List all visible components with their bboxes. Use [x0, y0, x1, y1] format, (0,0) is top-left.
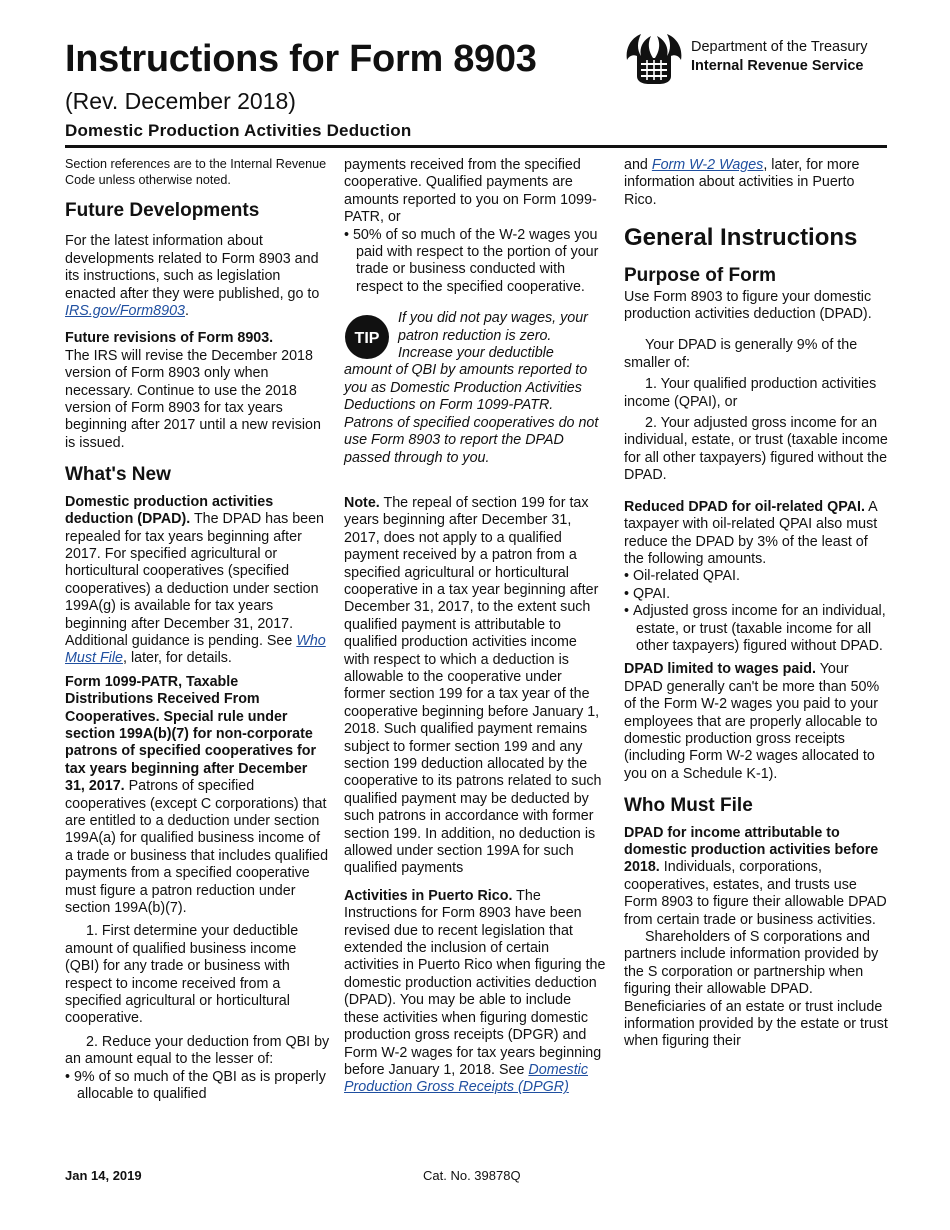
future-developments-text: For the latest information about developments related to Form 8903 and its instructions, such as legislation enacted after they were published, go to IRS.gov/Form8903.: [65, 233, 320, 320]
purpose-of-form-heading: Purpose of Form: [624, 265, 777, 287]
purpose-text: Use Form 8903 to figure your domestic production activities deduction (DPAD).: [624, 288, 872, 323]
footer-date: Jan 14, 2019: [65, 1168, 142, 1183]
bullet-agi: • Adjusted gross income for an individual, estate, or trust (taxable income for all other taxpayers) figured without DPAD.: [624, 603, 886, 654]
wages-limit-paragraph: DPAD limited to wages paid. Your DPAD generally can't be more than 50% of the Form W-2 wages you paid to your employees that are properly allocable to domestic production gross receipts (including Form W-2 wages allocated to you on a Schedule K-1).: [624, 661, 880, 782]
who-must-file-heading: Who Must File: [624, 795, 753, 817]
bullet-w2-wages: • 50% of so much of the W-2 wages you paid with respect to the portion of your trade or business conducted with respect to the specified cooperative.: [344, 226, 599, 295]
agency-name: Internal Revenue Service: [691, 58, 864, 74]
revision-date: (Rev. December 2018): [65, 88, 296, 114]
tip-label: TIP: [354, 330, 380, 348]
form-1099-patr-paragraph: Form 1099-PATR, Taxable Distributions Received From Cooperatives. Special rule under section 199A(b)(7) for non-corporate patrons of specified cooperatives for tax years beginning after December 31, 2017. Patrons of specified cooperatives (except C corporations) that are entitled to a deduction under section 199A(a) for qualified business income of a trade or business that includes qualified payments from a specified cooperative must figure a patron reduction under section 199A(b)(7).: [65, 673, 329, 917]
bullet-qpai: • QPAI.: [624, 585, 671, 602]
bullet-icon: •: [624, 585, 633, 602]
bullet-icon: •: [624, 568, 633, 585]
general-instructions-heading: General Instructions: [624, 224, 858, 252]
item-1-qpai: 1. Your qualified production activities income (QPAI), or: [624, 376, 877, 410]
column-1: [65, 157, 330, 1104]
w2-wages-continuation: and Form W-2 Wages, later, for more information about activities in Puerto Rico.: [624, 157, 860, 208]
bullet-icon: •: [624, 603, 633, 620]
whats-new-heading: What's New: [65, 464, 171, 486]
dpad-paragraph: Domestic production activities deduction (DPAD). The DPAD has been repealed for tax years beginning after 2017. For specified agricultural or horticultural cooperatives (specified cooperatives) a deduction under section 199A(g) is available for tax years beginning after December 31, 2017. Additional guidance is pending. See Who Must File, later, for details.: [65, 493, 326, 667]
bullet-icon: •: [65, 1068, 74, 1085]
bullet-oil-qpai: • Oil-related QPAI.: [624, 568, 740, 585]
tip-text-rest: amount of QBI by amounts reported to you as Domestic Production Activities Deductions on Form 1099-PATR. Patrons of specified cooperatives do not use Form 8903 to report the DPAD passed through to you.: [344, 362, 599, 466]
oil-related-paragraph: Reduced DPAD for oil-related QPAI. A taxpayer with oil-related QPAI also must reduce the DPAD by 3% of the least of the following amounts.: [624, 498, 878, 567]
irs-eagle-icon: [623, 30, 685, 86]
item-2-agi: 2. Your adjusted gross income for an individual, estate, or trust (taxable income for all other taxpayers) figured without the DPAD.: [624, 415, 888, 484]
step-1: 1. First determine your deductible amount of qualified business income (QBI) for any trade or business with respect to income received from a specified agricultural or horticultural cooperative.: [65, 923, 299, 1027]
form-subtitle: Domestic Production Activities Deduction: [65, 121, 412, 140]
department-block: [691, 38, 868, 76]
dpad-generally-text: Your DPAD is generally 9% of the smaller of:: [624, 337, 858, 371]
irs-form8903-link[interactable]: IRS.gov/Form8903: [65, 303, 185, 320]
puerto-rico-paragraph: Activities in Puerto Rico. The Instructions for Form 8903 have been revised due to recent legislation that extended the inclusion of certain activities in Puerto Rico when figuring the domestic production activities deduction (DPAD). You may be able to include these activities when figuring domestic production gross receipts (DPGR) and Form W-2 wages for tax years beginning before January 1, 2018. See Domestic Production Gross Receipts (DPGR): [344, 887, 606, 1096]
future-developments-heading: Future Developments: [65, 200, 260, 221]
bullet-qbi: • 9% of so much of the QBI as is properly allocable to qualified: [65, 1068, 326, 1103]
column-3: [624, 157, 889, 1051]
bullet-icon: •: [344, 226, 353, 243]
shareholders-paragraph: Shareholders of S corporations and partners include information provided by the S corporation or partnership when figuring their allowable DPAD. Beneficiaries of an estate or trust include information provided by the estate or trust when figuring their: [624, 929, 888, 1050]
form-w2-wages-link[interactable]: Form W-2 Wages: [651, 157, 764, 173]
department-name: Department of the Treasury: [691, 39, 868, 55]
future-revisions-paragraph: Future revisions of Form 8903. The IRS will revise the December 2018 version of Form 8903 only when necessary. Continue to use the 2018 version of Form 8903 for tax years beginning after 2017 until a new revision is issued.: [65, 330, 321, 451]
who-must-file-link[interactable]: Who Must File: [65, 632, 326, 667]
footer-cat-number: Cat. No. 39878Q: [423, 1168, 521, 1183]
column-2: [344, 157, 606, 1097]
section-references-note: Section references are to the Internal Revenue Code unless otherwise noted.: [65, 157, 327, 187]
tip-text-first: If you did not pay wages, your patron reduction is zero. Increase your deductible: [398, 310, 588, 362]
header-rule: [65, 145, 887, 148]
qualified-payments-continuation: payments received from the specified cooperative. Qualified payments are amounts reported to you on Form 1099-PATR, or: [344, 157, 597, 226]
page-title: Instructions for Form 8903: [65, 38, 537, 80]
who-must-file-paragraph: DPAD for income attributable to domestic production activities before 2018. Individuals, corporations, cooperatives, estates, and trusts use Form 8903 to figure their allowable DPAD from certain trade or business activities.: [624, 824, 887, 928]
dpgr-link[interactable]: Domestic Production Gross Receipts (DPGR): [344, 1061, 589, 1096]
tip-icon: [344, 314, 390, 360]
tip-callout: [344, 310, 606, 467]
note-paragraph: Note. The repeal of section 199 for tax years beginning after December 31, 2017, does not apply to a qualified payment received by a patron from a specified agricultural or horticultural cooperative in a tax year beginning after December 31, 2017, to the extent such qualified payment is attributable to qualified production activities income with respect to which a deduction is allowable to the cooperative under former section 199 for a tax year of the cooperative beginning before January 1, 2018. Such qualified payment remains subject to former section 199 and any section 199 deduction allocated by the cooperative to its patrons related to such qualified payment may be deducted by such patrons in accordance with former section 199. In addition, no deduction is allowed under section 199A for such qualified payments: [344, 494, 602, 877]
step-2: 2. Reduce your deduction from QBI by an amount equal to the lesser of:: [65, 1033, 330, 1068]
